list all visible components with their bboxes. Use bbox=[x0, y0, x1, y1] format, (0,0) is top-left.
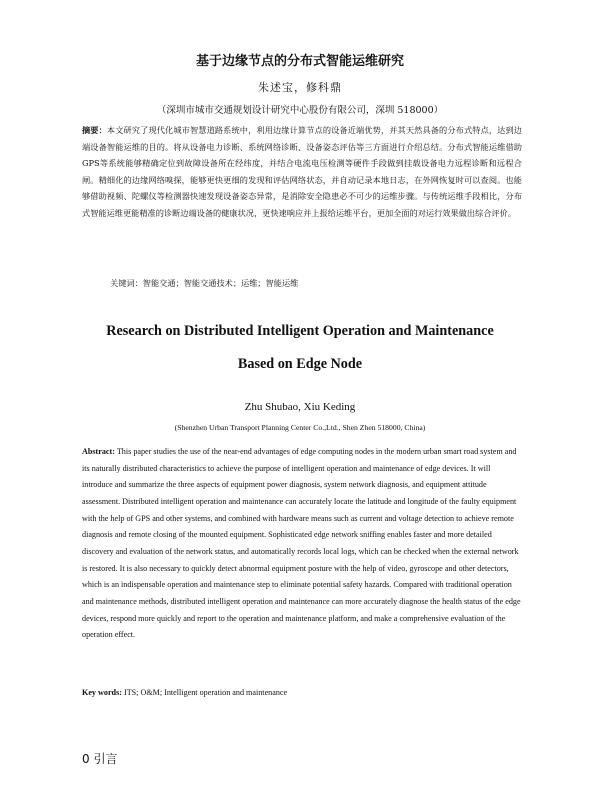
english-keywords-label: Key words: bbox=[82, 688, 122, 697]
english-keywords-text: ITS; O&M; Intelligent operation and maintenance bbox=[123, 688, 288, 697]
english-affiliation: (Shenzhen Urban Transport Planning Center Co.,Ltd., Shen Zhen 518000, China) bbox=[174, 423, 426, 432]
english-abstract-text: This paper studies the use of the near-end advantages of edge computing nodes in the modern urban smart road system and its naturally distributed characteristics to achieve the purpose of intelligent operation and maintenance of edge devices. It will introduce and summarize the three aspects of equipment power diagnosis, system network diagnosis, and equipment attitude assessment. Distributed intelligent operation and maintenance can accurately locate the latitude and longitude of the faulty equipment with the help of GPS and other systems, and combined with hardware means such as current and voltage detection to achieve remote diagnosis and remote closing of the mounted equipment. Sophisticated edge network sniffing enables faster and more detailed discovery and evaluation of the network status, and automatically records local logs, which can be checked when the external network is restored. It is also necessary to quickly detect abnormal equipment posture with the help of video, gyroscope and other detectors, which is an indispensable operation and maintenance step to eliminate potential safety hazards. Compared with traditional operation and maintenance methods, distributed intelligent operation and maintenance can more accurately diagnose the health status of the edge devices, respond more quickly and report to the operation and maintenance platform, and make a comprehensive evaluation of the operation effect. bbox=[82, 447, 521, 640]
chinese-title: 基于边缘节点的分布式智能运维研究 bbox=[195, 54, 404, 69]
english-keywords bbox=[82, 687, 522, 699]
english-authors: Zhu Shubao, Xiu Keding bbox=[244, 401, 356, 413]
english-title-line2: Based on Edge Node bbox=[237, 356, 363, 372]
english-title-line1: Research on Distributed Intelligent Operation and Maintenance bbox=[106, 323, 494, 339]
chinese-keywords bbox=[110, 277, 530, 289]
section-heading-introduction: 0 引言 bbox=[82, 752, 118, 766]
chinese-abstract bbox=[82, 122, 522, 222]
chinese-authors: 朱述宝，修科鼎 bbox=[258, 81, 342, 94]
chinese-affiliation: （深圳市城市交通规划设计研究中心股份有限公司，深圳 518000） bbox=[156, 105, 444, 116]
chinese-keywords-text: 智能交通；智能交通技术；运维；智能运维 bbox=[142, 278, 299, 288]
chinese-keywords-label: 关键词： bbox=[110, 278, 143, 288]
chinese-abstract-text: 本文研究了现代化城市智慧道路系统中，利用边缘计算节点的设备近端优势，并其天然具备的分布式特点，达到边端设备智能运维的目的。将从设备电力诊断、系统网络诊断、设备姿态评估等三方面进行介绍总结。分布式智能运维借助GPS等系统能够精确定位到故障设备所在经纬度，并结合电流电压检测等硬件手段做到挂载设备电力远程诊断和远程合闸。精细化的边缘网络嗅探，能够更快更细的发现和评估网络状态，并自动记录本地日志，在外网恢复时可以查阅。也能够借助视频、陀螺仪等检测器快速发现设备姿态异常，是消除安全隐患必不可少的运维步骤。与传统运维手段相比，分布式智能运维更能精准的诊断边端设备的健康状况，更快速响应并上报给运维平台，更加全面的对运行效果做出综合评价。 bbox=[82, 125, 522, 218]
english-abstract bbox=[82, 444, 522, 644]
english-abstract-label: Abstract: bbox=[82, 447, 115, 456]
chinese-abstract-label: 摘要： bbox=[82, 125, 107, 135]
